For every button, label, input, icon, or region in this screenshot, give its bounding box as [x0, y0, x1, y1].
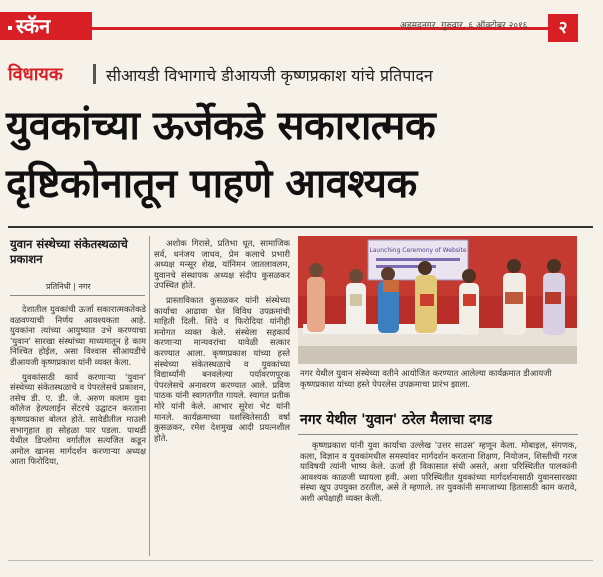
sub-story-rule: [298, 434, 578, 435]
column-divider: [149, 236, 150, 556]
story-paragraph: अशोक गिरासे, प्रतिभा धूत, सामाजिक सर्व, धनंजय जाधव, प्रेम कलाचे प्रभारी अध्यक्ष मन्सूर शेख, यांनिमन जातलावलम, युवानचे संस्थापक अध्यक्ष संदीप कुसळकर उपस्थित होते.: [154, 238, 290, 291]
event-photo: [298, 236, 577, 364]
kicker-separator: [93, 64, 96, 84]
headline-line-1: युवकांच्या ऊर्जेकडे सकारात्मक: [6, 103, 436, 149]
story-column-1: [10, 304, 146, 552]
page-bottom-rule: [8, 560, 593, 561]
story-paragraph: देशातील युवकांची ऊर्जा सकारात्मकतेकडे वळवण्याची निर्णय आवश्यकता आहे. युवकांना त्यांच्या आयुष्यात उभे करण्याचा 'युवान' सारखा संस्थांच्या माध्यमातून हे काम निश्चित होईल, असा विश्वास सीआयडीचे डीआयजी कृष्णप्रकाश यांनी व्यक्त केला.: [10, 304, 146, 367]
story-paragraph: प्रास्ताविकात कुसळकर यांनी संस्थेच्या कार्याचा आढावा घेत विविध उपक्रमांची माहिती दिली. शिंदे व फिरोदिया यांनीही मनोगत व्यक्त केले. संस्थेला सहकार्य करणाऱ्या मान्यवरांचा यावेळी सत्कार करण्यात आला. कृष्णप्रकाश यांच्या हस्ते संस्थेच्या संकेतस्थळाचे व युवकांच्या विद्यार्थ्यांनी बनवलेल्या पर्यावरणपूरक पेपरलेसचे अनावरण करण्यात आले. प्रविण पाठक यांनी स्वागतगीत गायले. स्वागत प्रतीक मोरे यांनी केले. आभार सुरेश भेट यांनी मानले. कार्यक्रमाच्या यशस्वितेसाठी वर्षा कुसळकर, रमेश देशमुख आदी प्रयत्नशील होते.: [154, 294, 290, 443]
page-number: २: [548, 14, 578, 42]
photo-banner-text: Launching Ceremony of Website: [369, 247, 467, 254]
sub-story-title: नगर येथील 'युवान' ठरेल मैलाचा दगड: [300, 412, 492, 428]
story-subhead: युवान संस्थेच्या संकेतस्थळाचे प्रकाशन: [10, 237, 128, 266]
byline-rule: [10, 295, 145, 296]
headline-line-2: दृष्टिकोनातून पाहणे आवश्यक: [6, 161, 417, 207]
section-logo: [0, 12, 92, 40]
sub-story-paragraph: कृष्णप्रकाश यांनी युवा कार्याचा उल्लेख 'उत्तर साउस' म्हणून केला. मोबाइल, संगणक, कला, विज्ञान व युवकांमधील समस्यांवर मार्गदर्शन करताना शिक्षण, नियोजन, शिस्तीची गरज याविषयी त्यांनी भाष्य केले. ऊर्जा ही विकासात संधी असते, अशा परिस्थितीत पालकांनी आवश्यक काळजी घ्यायला हवी. अशा परिस्थितीत युवकांच्या मार्गदर्शनासाठी युवानसारख्या संस्था खूप उपयुक्त ठरतील, असे ते म्हणाले. तर युवकांनी समाजाच्या हितासाठी काम करावे, अशी अपेक्षाही व्यक्त केली.: [300, 440, 577, 503]
photo-caption: नगर येथील युवान संस्थेच्या वतीने आयोजित करण्यात आलेल्या कार्यक्रमात डीआयजी कृष्णप्रकाश यांच्या हस्ते पेपरलेस उपक्रमाचा प्रारंभ झाला.: [300, 368, 552, 389]
sub-story-body: [300, 440, 577, 552]
section-logo-text: स्कॅन: [16, 14, 51, 38]
page-header: [0, 0, 603, 44]
logo-dot: [8, 26, 12, 30]
event-photo-illustration: [298, 236, 577, 364]
story-byline: प्रतिनिधी | नगर: [46, 282, 91, 291]
story-column-2: [154, 238, 290, 556]
dateline: अहमदनगर, गुरुवार, ६ ऑक्टोबर २०१६: [400, 21, 528, 31]
headline-rule: [8, 226, 593, 228]
kicker-tag: विधायक: [8, 64, 63, 85]
story-paragraph: युवकांसाठी कार्य करणाऱ्या 'युवान' संस्थेच्या संकेतस्थळाचे व पेपरलेसचे प्रकाशन, तसेच डी. ए. डी. जे. अरुण कलाम युवा कॉलेज हेल्पलाईन सेंटरचे उद्घाटन करताना कृष्णप्रकाश बोलत होते. सावेडीतील माउली सभागृहात हा सोहळा पार पडला. पाथर्डी येथील डिप्लोमा वर्गातील सत्यजित कडून अमोल खानस मार्गदर्शन करणाऱ्या अध्यक्ष आता फिरोदिया,: [10, 371, 146, 467]
kicker-text: सीआयडी विभागाचे डीआयजी कृष्णप्रकाश यांचे प्रतिपादन: [106, 66, 433, 85]
